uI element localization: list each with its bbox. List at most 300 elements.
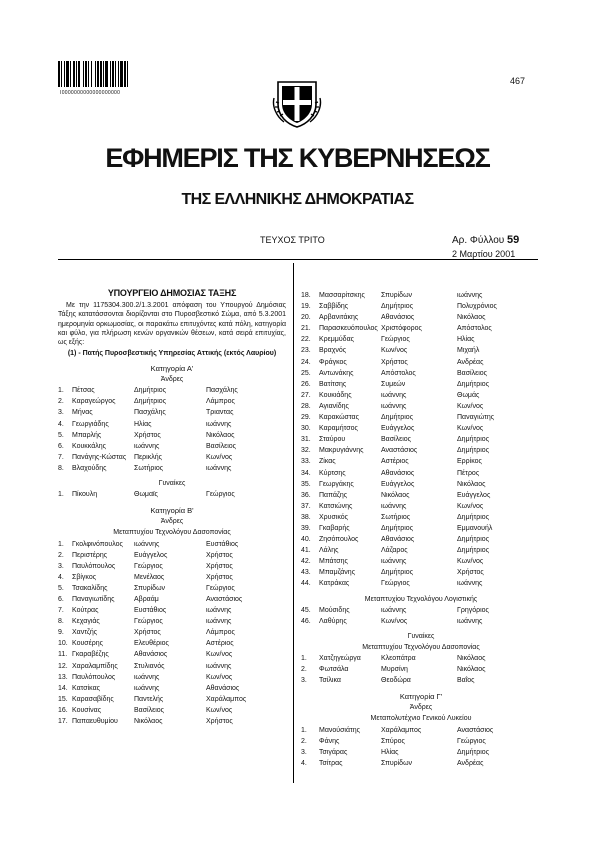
surname: Τσίτρας — [319, 759, 343, 767]
surname: Χαραλαμπίδης — [72, 662, 118, 670]
father-name: Απόστολος — [457, 325, 492, 333]
list-item — [301, 567, 541, 578]
surname: Βραχνός — [319, 347, 347, 355]
list-item — [301, 616, 541, 627]
entry-number: 36. — [301, 491, 311, 499]
first-name: Δημήτριος — [381, 303, 414, 311]
list-item — [58, 550, 286, 561]
surname: Κουκκάλης — [72, 442, 107, 450]
first-name: ιωάννης — [381, 402, 407, 410]
father-name: Ευστάθιος — [206, 540, 239, 548]
father-name: Χαράλαμπος — [206, 695, 247, 703]
column-divider — [293, 263, 294, 783]
barcode — [58, 61, 150, 87]
men-heading: Άνδρες — [160, 376, 184, 384]
father-name: Γεώργιος — [206, 584, 235, 592]
first-name: Μενέλαος — [134, 573, 165, 581]
father-name: Πέτρος — [457, 469, 480, 477]
list-item — [58, 452, 286, 463]
list-item — [58, 649, 286, 660]
surname: Ζίκας — [319, 458, 336, 466]
father-name: ιωάννης — [206, 607, 232, 615]
first-name: ιωάννης — [134, 442, 160, 450]
first-name: ιωάννης — [134, 684, 160, 692]
list-item — [301, 501, 541, 512]
list-item — [301, 675, 541, 686]
father-name: Χρήστος — [206, 573, 233, 581]
father-name: ιωάννης — [457, 617, 483, 625]
list-item — [58, 594, 286, 605]
first-name: Αθανάσιος — [381, 469, 415, 477]
surname: Φράγκος — [319, 358, 347, 366]
first-name: Γεώργιος — [381, 580, 410, 588]
section-heading: (1) - Πατής Πυροσβεστικής Υπηρεσίας Αττικής (εκτός Λαυρίου) — [67, 350, 277, 358]
father-name: Βαΐος — [457, 677, 475, 685]
entry-number: 17. — [58, 718, 68, 726]
surname: Σβίγκος — [72, 573, 97, 581]
first-name: Νικόλαος — [381, 491, 410, 499]
surname: Πίκουλη — [72, 491, 98, 499]
father-name: Ευάγγελος — [457, 491, 491, 499]
list-item — [301, 653, 541, 664]
list-category-a-women — [58, 489, 286, 500]
father-name: Πασχάλης — [206, 387, 238, 395]
entry-number: 24. — [301, 358, 311, 366]
gazette-title: ΕΦΗΜΕΡΙΣ ΤΗΣ ΚΥΒΕΡΝΗΣΕΩΣ — [105, 143, 490, 173]
surname: Σταύρου — [319, 436, 346, 444]
first-name: Γεώργιος — [381, 336, 410, 344]
list-item — [301, 357, 541, 368]
first-name: Σπυρίδων — [381, 292, 413, 299]
intro-paragraph: Με την 1175304.300.2/1.3.2001 απόφαση του Υπουργού Δημόσιας Τάξης κατατάσσονται διορίζονται στο Πυροσβεστικό Σώμα, από 5.3.2001 ημερομηνία ορκωμοσίας, οι παρακάτω επιτυχόντες κατά πόλη, κατηγορία και φύλο, για πλήρωση κενών οργανικών θέσεων, κατά σειρά επιτυχίας, ως εξής: — [58, 302, 286, 346]
first-name: Περικλής — [134, 453, 162, 461]
entry-number: 39. — [301, 524, 311, 532]
entry-number: 11. — [58, 651, 68, 659]
first-name: Ηλίας — [381, 748, 399, 756]
first-name: Βασίλειος — [381, 436, 412, 444]
father-name: Χρήστος — [206, 551, 233, 559]
list-item — [58, 638, 286, 649]
surname: Μανούσιάτης — [319, 726, 361, 734]
list-item — [58, 716, 286, 727]
list-item — [301, 423, 541, 434]
first-name: Γεώργιος — [134, 562, 163, 570]
list-item — [301, 379, 541, 390]
list-category-a-men — [58, 385, 286, 474]
entry-number: 27. — [301, 391, 311, 399]
list-item — [301, 323, 541, 334]
surname: Φωτσάλα — [319, 666, 349, 674]
surname: Κατσιώνης — [319, 502, 353, 510]
list-item — [301, 605, 541, 616]
first-name: Ευάγγελος — [381, 425, 415, 433]
first-name: Γεώργιος — [134, 618, 163, 626]
surname: Κουκιάδης — [319, 391, 352, 399]
list-item — [301, 578, 541, 589]
entry-number: 4. — [58, 420, 64, 428]
entry-number: 30. — [301, 425, 311, 433]
first-name: ιωάννης — [381, 502, 407, 510]
entry-number: 26. — [301, 380, 311, 388]
first-name: Αθανάσιος — [381, 536, 415, 544]
father-name: Ανδρέας — [457, 358, 484, 366]
father-name: ιωάννης — [457, 580, 483, 588]
father-name: Δημήτριος — [457, 547, 490, 555]
first-name: Ελευθέριος — [134, 640, 169, 648]
entry-number: 7. — [58, 607, 64, 615]
entry-number: 3. — [301, 748, 307, 756]
entry-number: 45. — [301, 606, 311, 614]
father-name: Δημήτριος — [457, 748, 490, 756]
father-name: Κων/νος — [206, 706, 233, 714]
degree-heading: Μεταπολυτέχνιο Γενικού Λυκείου — [370, 715, 472, 723]
father-name: Χρήστος — [457, 569, 484, 577]
entry-number: 8. — [58, 618, 64, 626]
first-name: Νικόλαος — [134, 718, 163, 726]
entry-number: 2. — [301, 737, 307, 745]
first-name: Σπυρίδων — [381, 759, 413, 767]
list-item — [301, 556, 541, 567]
surname: Βατίτσης — [319, 380, 347, 388]
father-name: Παναγιώτης — [457, 414, 495, 422]
list-item — [58, 683, 286, 694]
entry-number: 13. — [58, 673, 68, 681]
surname: Λαθύρης — [319, 617, 347, 625]
entry-number: 42. — [301, 558, 311, 566]
list-item — [301, 545, 541, 556]
entry-number: 12. — [58, 662, 68, 670]
father-name: Μιχαήλ — [457, 347, 480, 355]
entry-number: 3. — [58, 562, 64, 570]
surname: Αρβανιτάκης — [319, 314, 359, 322]
surname: Κύρτσης — [319, 469, 346, 477]
father-name: Ηλίας — [457, 336, 475, 344]
first-name: Ευάγγελος — [381, 480, 415, 488]
list-item — [58, 463, 286, 474]
surname: Μπαρλής — [72, 431, 102, 439]
entry-number: 1. — [58, 540, 64, 548]
right-column — [301, 290, 541, 769]
list-item — [301, 664, 541, 675]
list-item — [58, 539, 286, 550]
entry-number: 8. — [58, 464, 64, 472]
surname: Φάνης — [319, 737, 340, 745]
surname: Πέτσας — [72, 387, 95, 395]
men-heading: Άνδρες — [409, 704, 433, 712]
entry-number: 6. — [58, 442, 64, 450]
entry-number: 7. — [58, 453, 64, 461]
list-item — [58, 672, 286, 683]
first-name: Κων/νος — [381, 347, 408, 355]
entry-number: 15. — [58, 695, 68, 703]
first-name: Στυλιανός — [134, 662, 165, 670]
first-name: Χρήστος — [381, 358, 408, 366]
category-c-heading: Κατηγορία Γ' — [399, 692, 443, 702]
first-name: Χρήστος — [134, 431, 161, 439]
entry-number: 32. — [301, 447, 311, 455]
entry-number: 44. — [301, 580, 311, 588]
entry-number: 5. — [58, 584, 64, 592]
surname: Παρασκευόπουλος — [319, 325, 378, 333]
first-name: Αθανάσιος — [381, 314, 415, 322]
list-item — [301, 479, 541, 490]
surname: Μήνας — [72, 409, 93, 417]
father-name: Τριαντας — [206, 409, 234, 417]
surname: Κατσίκας — [72, 684, 101, 692]
father-name: Αναστάσιος — [457, 726, 494, 734]
first-name: Μυρσίνη — [381, 666, 408, 674]
entry-number: 40. — [301, 536, 311, 544]
surname: Αντωνάκης — [319, 369, 354, 377]
surname: Μασσαρίτσκης — [319, 292, 365, 299]
list-item — [58, 419, 286, 430]
issue-date: 2 Μαρτίου 2001 — [452, 249, 516, 259]
surname: Πανάγης-Κώστας — [72, 453, 127, 461]
surname: Παυλόπουλος — [72, 562, 116, 570]
surname: Καρακώστας — [319, 414, 359, 422]
entry-number: 2. — [58, 398, 64, 406]
surname: Καραγεώργος — [72, 398, 116, 406]
entry-number: 22. — [301, 336, 311, 344]
list-item — [58, 407, 286, 418]
entry-number: 34. — [301, 469, 311, 477]
list-item — [58, 572, 286, 583]
father-name: Νικόλαος — [457, 314, 486, 322]
list-item — [58, 430, 286, 441]
father-name: Ερρίκος — [457, 458, 482, 466]
father-name: Πολυχρόνιος — [457, 303, 497, 311]
surname: Κεχαγιάς — [72, 618, 100, 626]
first-name: Δημήτριος — [134, 398, 167, 406]
entry-number: 25. — [301, 369, 311, 377]
barcode-number: I0000000000000000000 — [60, 90, 121, 96]
entry-number: 28. — [301, 402, 311, 410]
first-name: ιωάννης — [381, 558, 407, 566]
first-name: Αθανάσιος — [134, 651, 168, 659]
first-name: Ευάγγελος — [134, 551, 168, 559]
surname: Γκαραβέζης — [72, 651, 109, 659]
father-name: Αναστάσιος — [206, 595, 243, 603]
father-name: Αστέριος — [206, 640, 234, 648]
surname: Παυλόπουλος — [72, 673, 116, 681]
surname: Μακρυγιάννης — [319, 447, 364, 455]
surname: Τσίλικα — [319, 677, 341, 685]
list-item — [58, 705, 286, 716]
surname: Μπάτσης — [319, 558, 348, 566]
list-item — [58, 385, 286, 396]
list-item — [301, 523, 541, 534]
father-name: Νικόλαος — [206, 431, 235, 439]
first-name: ιωάννης — [134, 673, 160, 681]
father-name: Κων/νος — [206, 651, 233, 659]
list-item — [58, 489, 286, 500]
father-name: Λάμπρος — [206, 629, 235, 637]
surname: Περιστέρης — [72, 551, 108, 559]
list-item — [301, 747, 541, 758]
entry-number: 43. — [301, 569, 311, 577]
surname: Μούσιδης — [319, 606, 350, 614]
header-rule — [58, 259, 538, 260]
entry-number: 33. — [301, 458, 311, 466]
father-name: Βασίλειος — [206, 442, 237, 450]
surname: Χαντζής — [72, 629, 98, 637]
entry-number: 21. — [301, 325, 311, 333]
left-column — [58, 290, 286, 727]
entry-number: 38. — [301, 513, 311, 521]
father-name: Χρήστος — [206, 562, 233, 570]
first-name: Ευστάθιος — [134, 607, 167, 615]
surname: Κούτρας — [72, 607, 99, 615]
entry-number: 20. — [301, 314, 311, 322]
entry-number: 4. — [58, 573, 64, 581]
first-name: Κλεοπάτρα — [381, 655, 416, 662]
surname: Γεωργιάδης — [72, 420, 109, 428]
surname: Τσακαλίδης — [72, 584, 108, 592]
list-item — [58, 561, 286, 572]
father-name: Δημήτριος — [457, 447, 490, 455]
father-name: Ανδρέας — [457, 759, 484, 767]
father-name: Νικόλαος — [457, 666, 486, 674]
first-name: ιωάννης — [381, 606, 407, 614]
entry-number: 3. — [301, 677, 307, 685]
list-item — [58, 661, 286, 672]
first-name: Σωτήριος — [134, 464, 164, 472]
list-item — [301, 368, 541, 379]
surname: Παπαευθυμίου — [72, 718, 118, 726]
list-item — [301, 345, 541, 356]
first-name: Αστέριος — [381, 458, 409, 466]
women-heading: Γυναίκες — [407, 632, 435, 640]
father-name: Δημήτριος — [457, 536, 490, 544]
entry-number: 9. — [58, 629, 64, 637]
first-name: Βασίλειος — [134, 706, 165, 714]
entry-number: 41. — [301, 547, 311, 555]
list-item — [301, 434, 541, 445]
surname: Λάλης — [319, 547, 339, 555]
first-name: Δημήτριος — [134, 387, 167, 395]
father-name: Αθανάσιος — [206, 684, 240, 692]
entry-number: 46. — [301, 617, 311, 625]
list-category-b-women — [301, 653, 541, 686]
list-item — [301, 301, 541, 312]
father-name: ιωάννης — [206, 420, 232, 428]
father-name: Θωμάς — [457, 391, 480, 399]
list-item — [301, 736, 541, 747]
father-name: Κων/νος — [457, 402, 484, 410]
entry-number: 2. — [301, 666, 307, 674]
entry-number: 10. — [58, 640, 68, 648]
father-name: Δημήτριος — [457, 436, 490, 444]
surname: Καρασαβίδης — [72, 695, 114, 703]
father-name: Λάμπρος — [206, 398, 235, 406]
first-name: Σωτήριος — [381, 513, 411, 521]
entry-number: 37. — [301, 502, 311, 510]
category-b-heading: Κατηγορία Β' — [150, 506, 194, 516]
list-category-b-men — [58, 539, 286, 728]
surname: Κατράκας — [319, 580, 350, 588]
list-item — [301, 401, 541, 412]
father-name: ιωάννης — [206, 662, 232, 670]
degree-heading: Μεταπτυχίου Τεχνολόγου Δασοπονίας — [362, 643, 480, 651]
women-heading: Γυναίκες — [158, 480, 186, 488]
first-name: Χριστόφορος — [381, 325, 422, 333]
list-item — [301, 445, 541, 456]
list-item — [58, 605, 286, 616]
father-name: Κων/νος — [457, 425, 484, 433]
surname: Μπαμζάνης — [319, 569, 356, 577]
degree-heading: Μεταπτυχίου Τεχνολόγου Δασοπονίας — [113, 529, 231, 537]
first-name: Σπυρίδων — [134, 584, 166, 592]
first-name: Πασχάλης — [134, 409, 166, 417]
father-name: Δημήτριος — [457, 380, 490, 388]
list-item — [301, 334, 541, 345]
list-item — [301, 390, 541, 401]
father-name: Βασίλειος — [457, 369, 488, 377]
entry-number: 23. — [301, 347, 311, 355]
surname: Χρυσικός — [319, 513, 349, 521]
father-name: Δημήτριος — [457, 513, 490, 521]
entry-number: 1. — [58, 387, 64, 395]
sheet-value: 59 — [507, 234, 520, 246]
list-item — [301, 468, 541, 479]
entry-number: 4. — [301, 759, 307, 767]
surname: Γκαβαρής — [319, 524, 350, 532]
entry-number: 3. — [58, 409, 64, 417]
surname: Παναγιωτίδης — [72, 595, 115, 603]
first-name: Δημήτριος — [381, 414, 414, 422]
list-item — [301, 758, 541, 769]
father-name: ιωάννης — [206, 618, 232, 626]
men-heading: Άνδρες — [160, 518, 184, 526]
father-name: Κων/νος — [457, 558, 484, 566]
list-item — [58, 694, 286, 705]
father-name: Γεώργιος — [457, 737, 486, 745]
surname: Χατζηγεώργα — [319, 655, 361, 662]
surname: Σαββίδης — [319, 303, 349, 311]
list-category-c-men — [301, 725, 541, 769]
first-name: Απόστολος — [381, 369, 416, 377]
father-name: Γρηγόριος — [457, 606, 489, 614]
category-a-heading: Κατηγορία Α' — [150, 364, 194, 374]
first-name: Χαράλαμπος — [381, 726, 422, 734]
father-name: Κων/νος — [206, 673, 233, 681]
list-item — [58, 441, 286, 452]
list-item — [301, 456, 541, 467]
father-name: Γεώργιος — [206, 491, 235, 499]
first-name: ιωάννης — [134, 540, 160, 548]
issue-label: ΤΕΥΧΟΣ ΤΡΙΤΟ — [260, 235, 325, 245]
surname: Τσιγάρας — [319, 748, 348, 756]
list-accounting — [301, 605, 541, 627]
first-name: Συμεών — [381, 380, 406, 388]
surname: Γεωργάκης — [319, 480, 354, 488]
list-item — [301, 290, 541, 301]
entry-number: 1. — [58, 491, 64, 499]
entry-number: 18. — [301, 292, 311, 299]
list-item — [301, 725, 541, 736]
father-name: ιωάννης — [206, 464, 232, 472]
father-name: Χρήστος — [206, 718, 233, 726]
first-name: Σπύρος — [381, 737, 405, 745]
sheet-label: Αρ. Φύλλου — [452, 235, 505, 246]
father-name: Κων/νος — [206, 453, 233, 461]
father-name: ιωάννης — [457, 292, 483, 299]
list-item — [58, 583, 286, 594]
first-name: Αναστάσιος — [381, 447, 418, 455]
surname: Καραμήτσος — [319, 425, 358, 433]
entry-number: 1. — [301, 726, 307, 734]
list-item — [58, 616, 286, 627]
